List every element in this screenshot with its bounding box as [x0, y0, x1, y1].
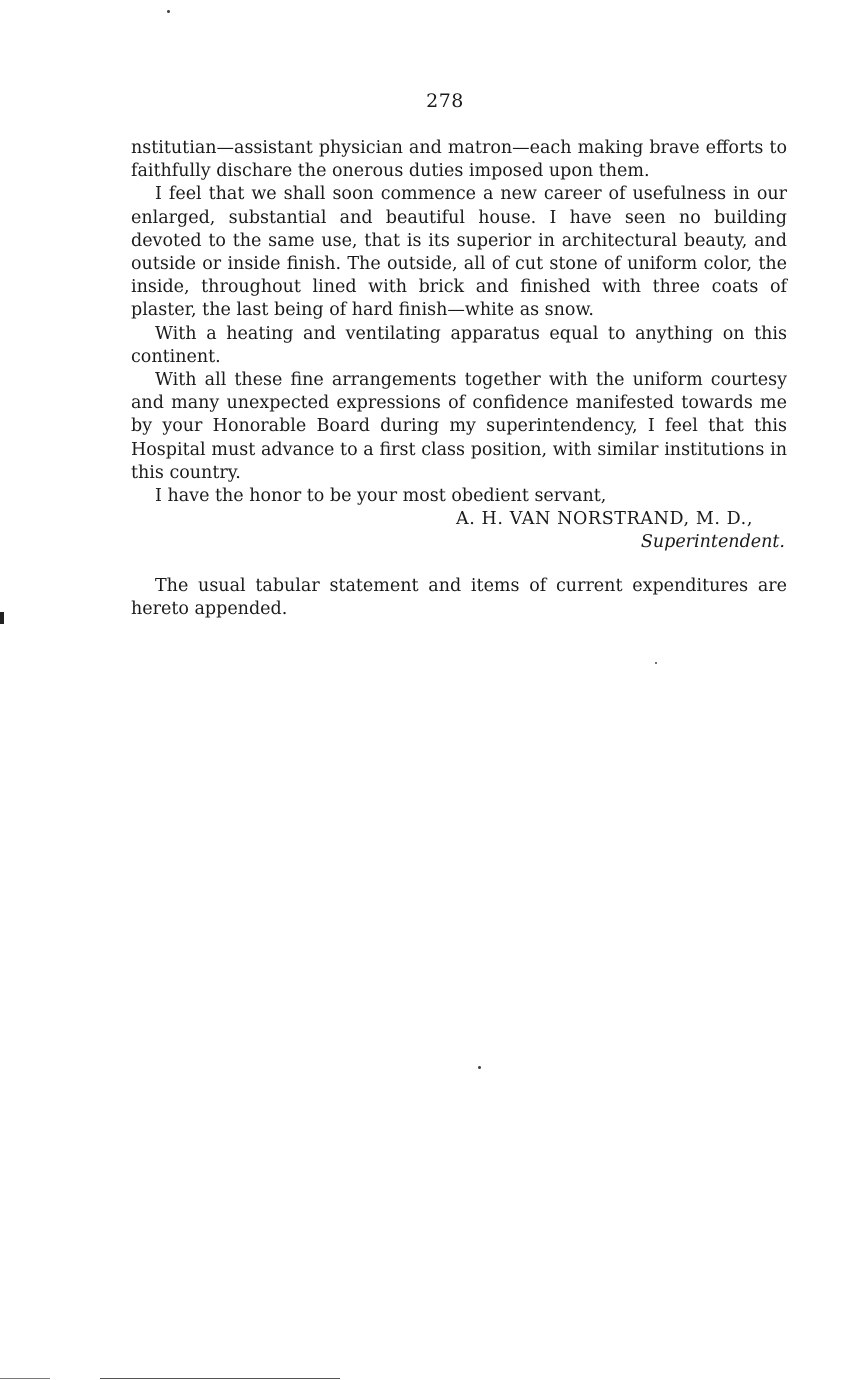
paragraph-heating: With a heating and ventilating apparatus equal to anything on this continent. — [131, 323, 787, 367]
page-number: 278 — [426, 90, 464, 112]
document-body — [131, 137, 787, 621]
bottom-rule — [100, 1378, 340, 1379]
signature-title: Superintendent. — [640, 532, 785, 553]
margin-mark — [0, 612, 4, 624]
bottom-rule-left — [0, 1378, 50, 1379]
paragraph-closing: I have the honor to be your most obedient servant, — [155, 486, 607, 507]
ink-speck — [478, 1066, 481, 1069]
paragraph-arrangements: With all these fine arrangements together with the uniform courtesy and many unexpected expressions of confidence manifested towards me by your Honorable Board during my superintendency, I feel that this Hospital must advance to a first class position, with similar institutions in this country. — [131, 370, 787, 483]
ink-speck — [167, 10, 170, 13]
paragraph-continuation: nstitutian—assistant physician and matron—each making brave efforts to faithfully dischare the onerous duties imposed upon them. — [131, 138, 787, 182]
paragraph-new-career: I feel that we shall soon commence a new career of usefulness in our enlarged, substantial and beautiful house. I have seen no building devoted to the same use, that is its superior in architectural beauty, and outside or inside finish. The outside, all of cut stone of uniform color, the inside, throughout lined with brick and finished with three coats of plaster, the last being of hard finish—white as snow. — [131, 184, 787, 321]
paragraph-appended: The usual tabular statement and items of current expenditures are hereto appended. — [131, 575, 787, 619]
signature-name: A. H. VAN NORSTRAND, M. D., — [455, 509, 753, 530]
ink-speck — [655, 662, 657, 664]
